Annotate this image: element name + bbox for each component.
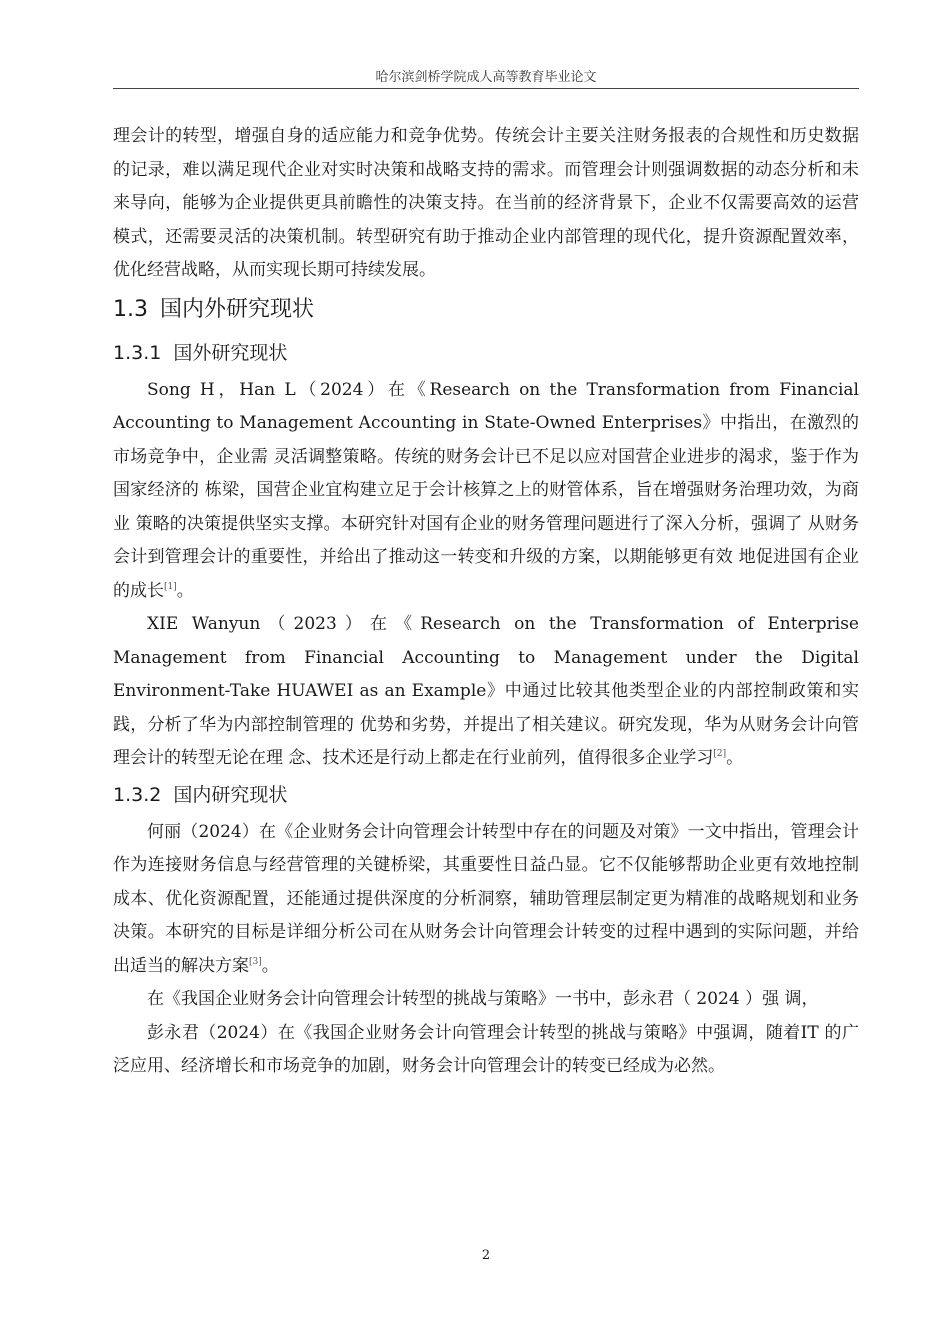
section-title: 国内外研究现状 [160, 296, 315, 322]
paragraph-text: 何丽（2024）在《企业财务会计向管理会计转型中存在的问题及对策》一文中指出，管理会计作为连接财务信息与经营管理的关键桥梁，其重要性日益凸显。它不仅能够帮助企业更有效地控制成本、优化资源配置，还能通过提供深度的分析洞察，辅助管理层制定更为精准的战略规划和业务决策。本研究的目标是详细分析公司在从财务会计向管理会计转变的过程中遇到的实际问题，并给出适当的解决方案 [113, 821, 859, 976]
citation-ref: [3] [249, 956, 262, 967]
subsection-heading-1-3-1 [113, 336, 859, 370]
page-number: 2 [481, 1248, 491, 1263]
subsection-heading-1-3-2 [113, 778, 859, 812]
subsection-title: 国外研究现状 [173, 341, 288, 364]
running-header: 哈尔滨剑桥学院成人高等教育毕业论文 [375, 70, 597, 85]
subsection-number: 1.3.1 [113, 341, 162, 364]
paragraph-xie-wanyun [113, 608, 859, 776]
intro-paragraph: 理会计的转型，增强自身的适应能力和竞争优势。传统会计主要关注财务报表的合规性和历史数据的记录，难以满足现代企业对实时决策和战略支持的需求。而管理会计则强调数据的动态分析和未来导向，能够为企业提供更具前瞻性的决策支持。在当前的经济背景下，企业不仅需要高效的运营模式，还需要灵活的决策机制。转型研究有助于推动企业内部管理的现代化，提升资源配置效率，优化经营战略，从而实现长期可持续发展。 [113, 126, 859, 280]
paragraph-end: 。 [176, 580, 194, 601]
section-number: 1.3 [113, 296, 148, 322]
paragraph-text: Song H，Han L（2024）在《Research on the Transformation from Financial Accounting to Management Accounting in State-Owned Enterprises》中指出，在激烈的市场竞争中，企业需 灵活调整策略。传统的财务会计已不足以应对国营企业进步的渴求，鉴于作为国家经济的 栋梁，国营企业宜构建立足于会计核算之上的财管体系，旨在增强财务治理功效，为商业 策略的决策提供坚实支撑。本研究针对国有企业的财务管理问题进行了深入分析，强调了 从财务会计到管理会计的重要性，并给出了推动这一转变和升级的方案，以期能够更有效 地促进国有企业的成长 [113, 379, 859, 601]
citation-ref: [2] [713, 749, 727, 759]
section-heading-1-3 [113, 292, 859, 328]
header-divider [113, 88, 859, 89]
paragraph-he-li [113, 816, 859, 984]
citation-ref: [1] [164, 581, 177, 592]
paragraph-peng-yongjun-a: 在《我国企业财务会计向管理会计转型的挑战与策略》一书中，彭永君（ 2024 ）强 调， [147, 989, 819, 1009]
paragraph-peng-yongjun-b: 彭永君（2024）在《我国企业财务会计向管理会计转型的挑战与策略》中强调，随着IT 的广泛应用、经济增长和市场竞争的加剧，财务会计向管理会计的转变已经成为必然。 [113, 1022, 859, 1076]
subsection-title: 国内研究现状 [173, 783, 288, 806]
page-body [113, 120, 859, 1084]
subsection-number: 1.3.2 [113, 783, 162, 806]
paragraph-end: 。 [261, 955, 279, 976]
paragraph-song-han [113, 374, 859, 609]
paragraph-end: 。 [726, 748, 744, 768]
paragraph-text: XIE Wanyun（2023）在《Research on the Transformation of Enterprise Management from Financial Accounting to Management under the Digital Environment-Take HUAWEI as an Example》中通过比较其他类型企业的内部控制政策和实践，分析了华为内部控制管理的 优势和劣势，并提出了相关建议。研究发现，华为从财务会计向管理会计的转型无论在理 念、技术还是行动上都走在行业前列，值得很多企业学习 [113, 614, 859, 768]
